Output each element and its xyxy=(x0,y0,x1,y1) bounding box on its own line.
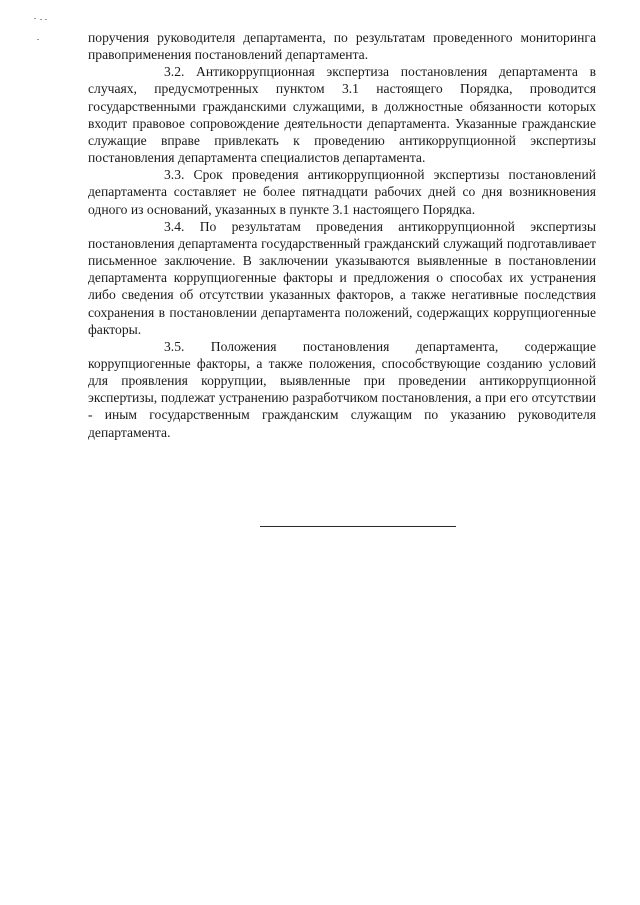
paragraph-text: По результатам проведения антикоррупционной экспертизы постановления департамента государственный гражданский служащий подготавливает письменное заключение. В заключении указываются выявленные в постановлении департамента коррупциогенные факторы и предложения о способах их устранения либо сведения об отсутствии указанных факторов, а также негативные последствия сохранения в постановлении департамента положений, содержащих коррупциогенные факторы. xyxy=(88,218,597,337)
paragraph-number: 3.3. xyxy=(164,167,185,183)
paragraph-3-5 xyxy=(88,338,596,441)
continuation-paragraph: поручения руководителя департамента, по результатам проведенного мониторинга правоприменения постановлений департамента. xyxy=(88,30,596,63)
paragraph-number: 3.4. xyxy=(164,218,185,234)
paragraph-text: Антикоррупционная экспертиза постановления департамента в случаях, предусмотренных пунктом 3.1 настоящего Порядка, проводится государственными гражданскими служащими, в должностные обязанности которых входит правовое сопровождение деятельности департамента. Указанные гражданские служащие вправе привлекать к проведению антикоррупционной экспертизы постановления департамента специалистов департамента. xyxy=(88,64,596,166)
paragraph-3-3 xyxy=(88,166,596,217)
paragraph-3-2 xyxy=(88,63,596,166)
end-of-document-line xyxy=(260,526,456,527)
scan-artifact-marks xyxy=(32,18,52,48)
paragraph-number: 3.5. xyxy=(164,338,185,354)
paragraph-3-4 xyxy=(88,218,596,338)
paragraph-text: Положения постановления департамента, содержащие коррупциогенные факторы, а также положения, способствующие созданию условий для проявления коррупции, выявленные при проведении антикоррупционной экспертизы, подлежат устранению разработчиком постановления, а при его отсутствии - иным государственным гражданским служащим по указанию руководителя департамента. xyxy=(88,338,596,440)
paragraph-number: 3.2. xyxy=(164,64,185,80)
paragraph-text: Срок проведения антикоррупционной экспертизы постановлений департамента составляет не более пятнадцати рабочих дней со дня возникновения одного из оснований, указанных в пункте 3.1 настоящего Порядка. xyxy=(88,167,596,217)
document-body xyxy=(88,29,596,441)
